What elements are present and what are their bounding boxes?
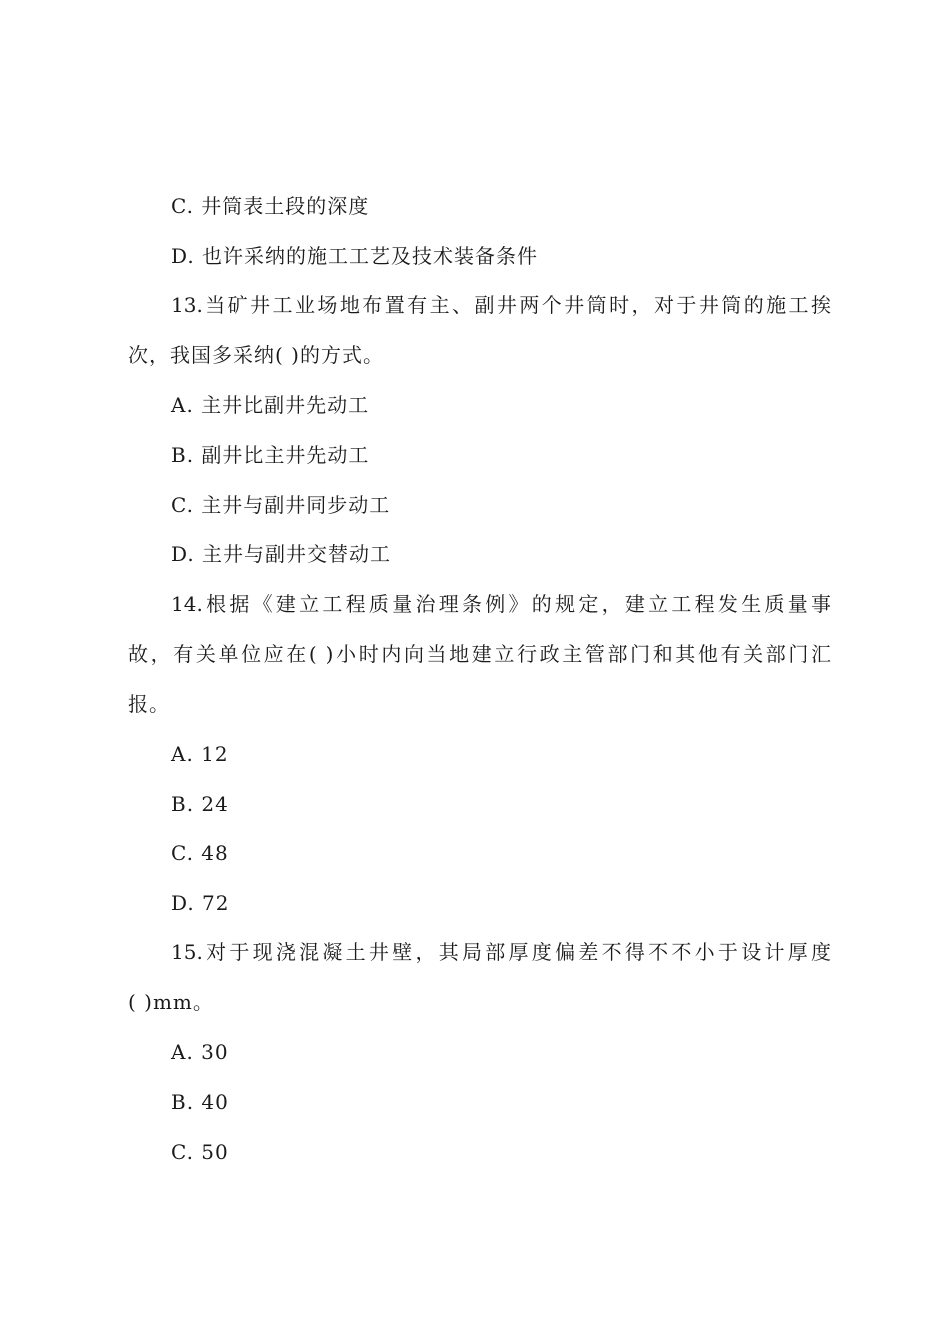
q15-option-c: C. 50 [171, 1140, 229, 1164]
q14-option-b: B. 24 [171, 792, 229, 816]
q15-stem-line-1: 15.对于现浇混凝土井壁，其局部厚度偏差不得不不小于设计厚度 [171, 940, 831, 964]
q14-option-d: D. 72 [171, 891, 230, 915]
q14-stem-line-3: 报。 [128, 692, 170, 716]
q12-option-d: D. 也许采纳的施工工艺及技术装备条件 [171, 244, 539, 268]
q13-option-a: A. 主井比副井先动工 [171, 393, 370, 417]
q14-stem-line-2: 故，有关单位应在( )小时内向当地建立行政主管部门和其他有关部门汇 [128, 642, 831, 666]
q13-option-d: D. 主井与副井交替动工 [171, 542, 392, 566]
q12-option-c: C. 井筒表土段的深度 [171, 194, 370, 218]
q13-option-c: C. 主井与副井同步动工 [171, 493, 391, 517]
q13-stem-line-1: 13.当矿井工业场地布置有主、副井两个井筒时，对于井筒的施工挨 [171, 293, 831, 317]
q13-stem-line-2: 次，我国多采纳( )的方式。 [128, 343, 384, 367]
q14-option-a: A. 12 [171, 742, 229, 766]
q13-option-b: B. 副井比主井先动工 [171, 443, 370, 467]
q15-option-b: B. 40 [171, 1090, 229, 1114]
q15-option-a: A. 30 [171, 1040, 229, 1064]
q15-stem-line-2: ( )mm。 [128, 990, 214, 1014]
q14-stem-line-1: 14.根据《建立工程质量治理条例》的规定，建立工程发生质量事 [171, 592, 831, 616]
q14-option-c: C. 48 [171, 841, 229, 865]
